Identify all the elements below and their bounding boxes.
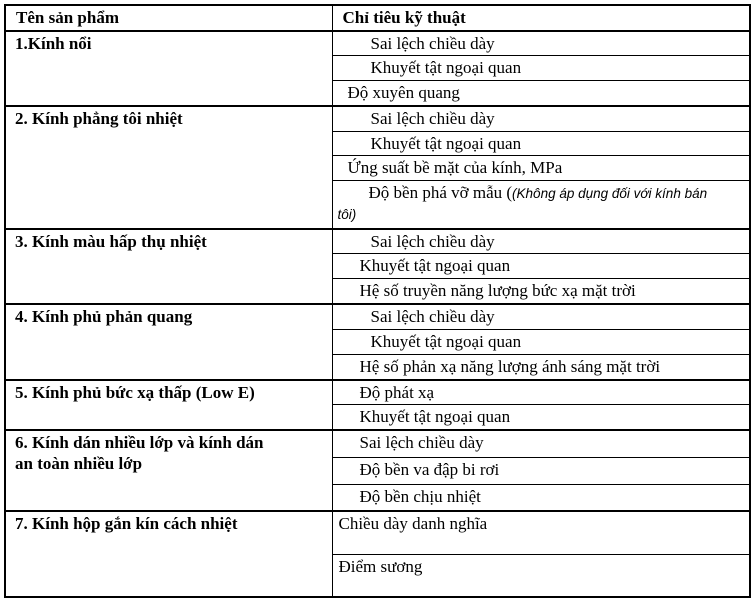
criteria-cell: Chiều dày danh nghĩa	[332, 511, 750, 554]
criteria-cell: Khuyết tật ngoại quan	[332, 254, 750, 279]
criteria-cell: Khuyết tật ngoại quan	[332, 405, 750, 430]
product-cell-kinh-hop-gan-kin: 7. Kính hộp gắn kín cách nhiệt	[5, 511, 332, 597]
criteria-cell: Khuyết tật ngoại quan	[332, 329, 750, 354]
criteria-cell: Sai lệch chiều dày	[332, 229, 750, 254]
criteria-cell	[332, 181, 750, 229]
product-cell-kinh-phu-buc-xa-thap: 5. Kính phủ bức xạ thấp (Low E)	[5, 380, 332, 430]
criteria-cell: Sai lệch chiều dày	[332, 430, 750, 457]
table-row	[5, 430, 750, 457]
column-header-product: Tên sản phẩm	[5, 5, 332, 31]
table-row	[5, 511, 750, 554]
table-row	[5, 229, 750, 254]
criteria-note: (Không áp dụng đối với kính bán tôi)	[337, 186, 708, 222]
criteria-cell: Độ bền chịu nhiệt	[332, 484, 750, 511]
criteria-text: Độ bền phá vỡ mẫu (	[368, 183, 513, 203]
criteria-cell: Độ bền va đập bi rơi	[332, 457, 750, 484]
product-cell-kinh-dan-nhieu-lop: 6. Kính dán nhiều lớp và kính dán an toàn nhiều lớp	[5, 430, 332, 511]
criteria-cell: Độ phát xạ	[332, 380, 750, 405]
product-cell-kinh-phang-toi-nhiet: 2. Kính phẳng tôi nhiệt	[5, 106, 332, 229]
product-cell-kinh-noi: 1.Kính nổi	[5, 31, 332, 106]
product-criteria-table	[4, 4, 751, 598]
header-row	[5, 5, 750, 31]
criteria-cell: Khuyết tật ngoại quan	[332, 131, 750, 156]
table-row	[5, 380, 750, 405]
product-cell-kinh-phu-phan-quang: 4. Kính phủ phản quang	[5, 304, 332, 379]
criteria-cell: Hệ số truyền năng lượng bức xạ mặt trời	[332, 279, 750, 304]
criteria-cell: Khuyết tật ngoại quan	[332, 56, 750, 81]
criteria-cell: Sai lệch chiều dày	[332, 106, 750, 131]
criteria-cell: Độ xuyên quang	[332, 81, 750, 106]
criteria-cell: Sai lệch chiều dày	[332, 31, 750, 56]
criteria-cell: Sai lệch chiều dày	[332, 304, 750, 329]
criteria-cell: Điểm sương	[332, 554, 750, 597]
table-row	[5, 106, 750, 131]
product-cell-kinh-mau-hap-thu-nhiet: 3. Kính màu hấp thụ nhiệt	[5, 229, 332, 304]
table-row	[5, 31, 750, 56]
criteria-cell: Ứng suất bề mặt của kính, MPa	[332, 156, 750, 181]
criteria-cell: Hệ số phản xạ năng lượng ánh sáng mặt trời	[332, 354, 750, 379]
column-header-criteria: Chỉ tiêu kỹ thuật	[332, 5, 750, 31]
table-row	[5, 304, 750, 329]
